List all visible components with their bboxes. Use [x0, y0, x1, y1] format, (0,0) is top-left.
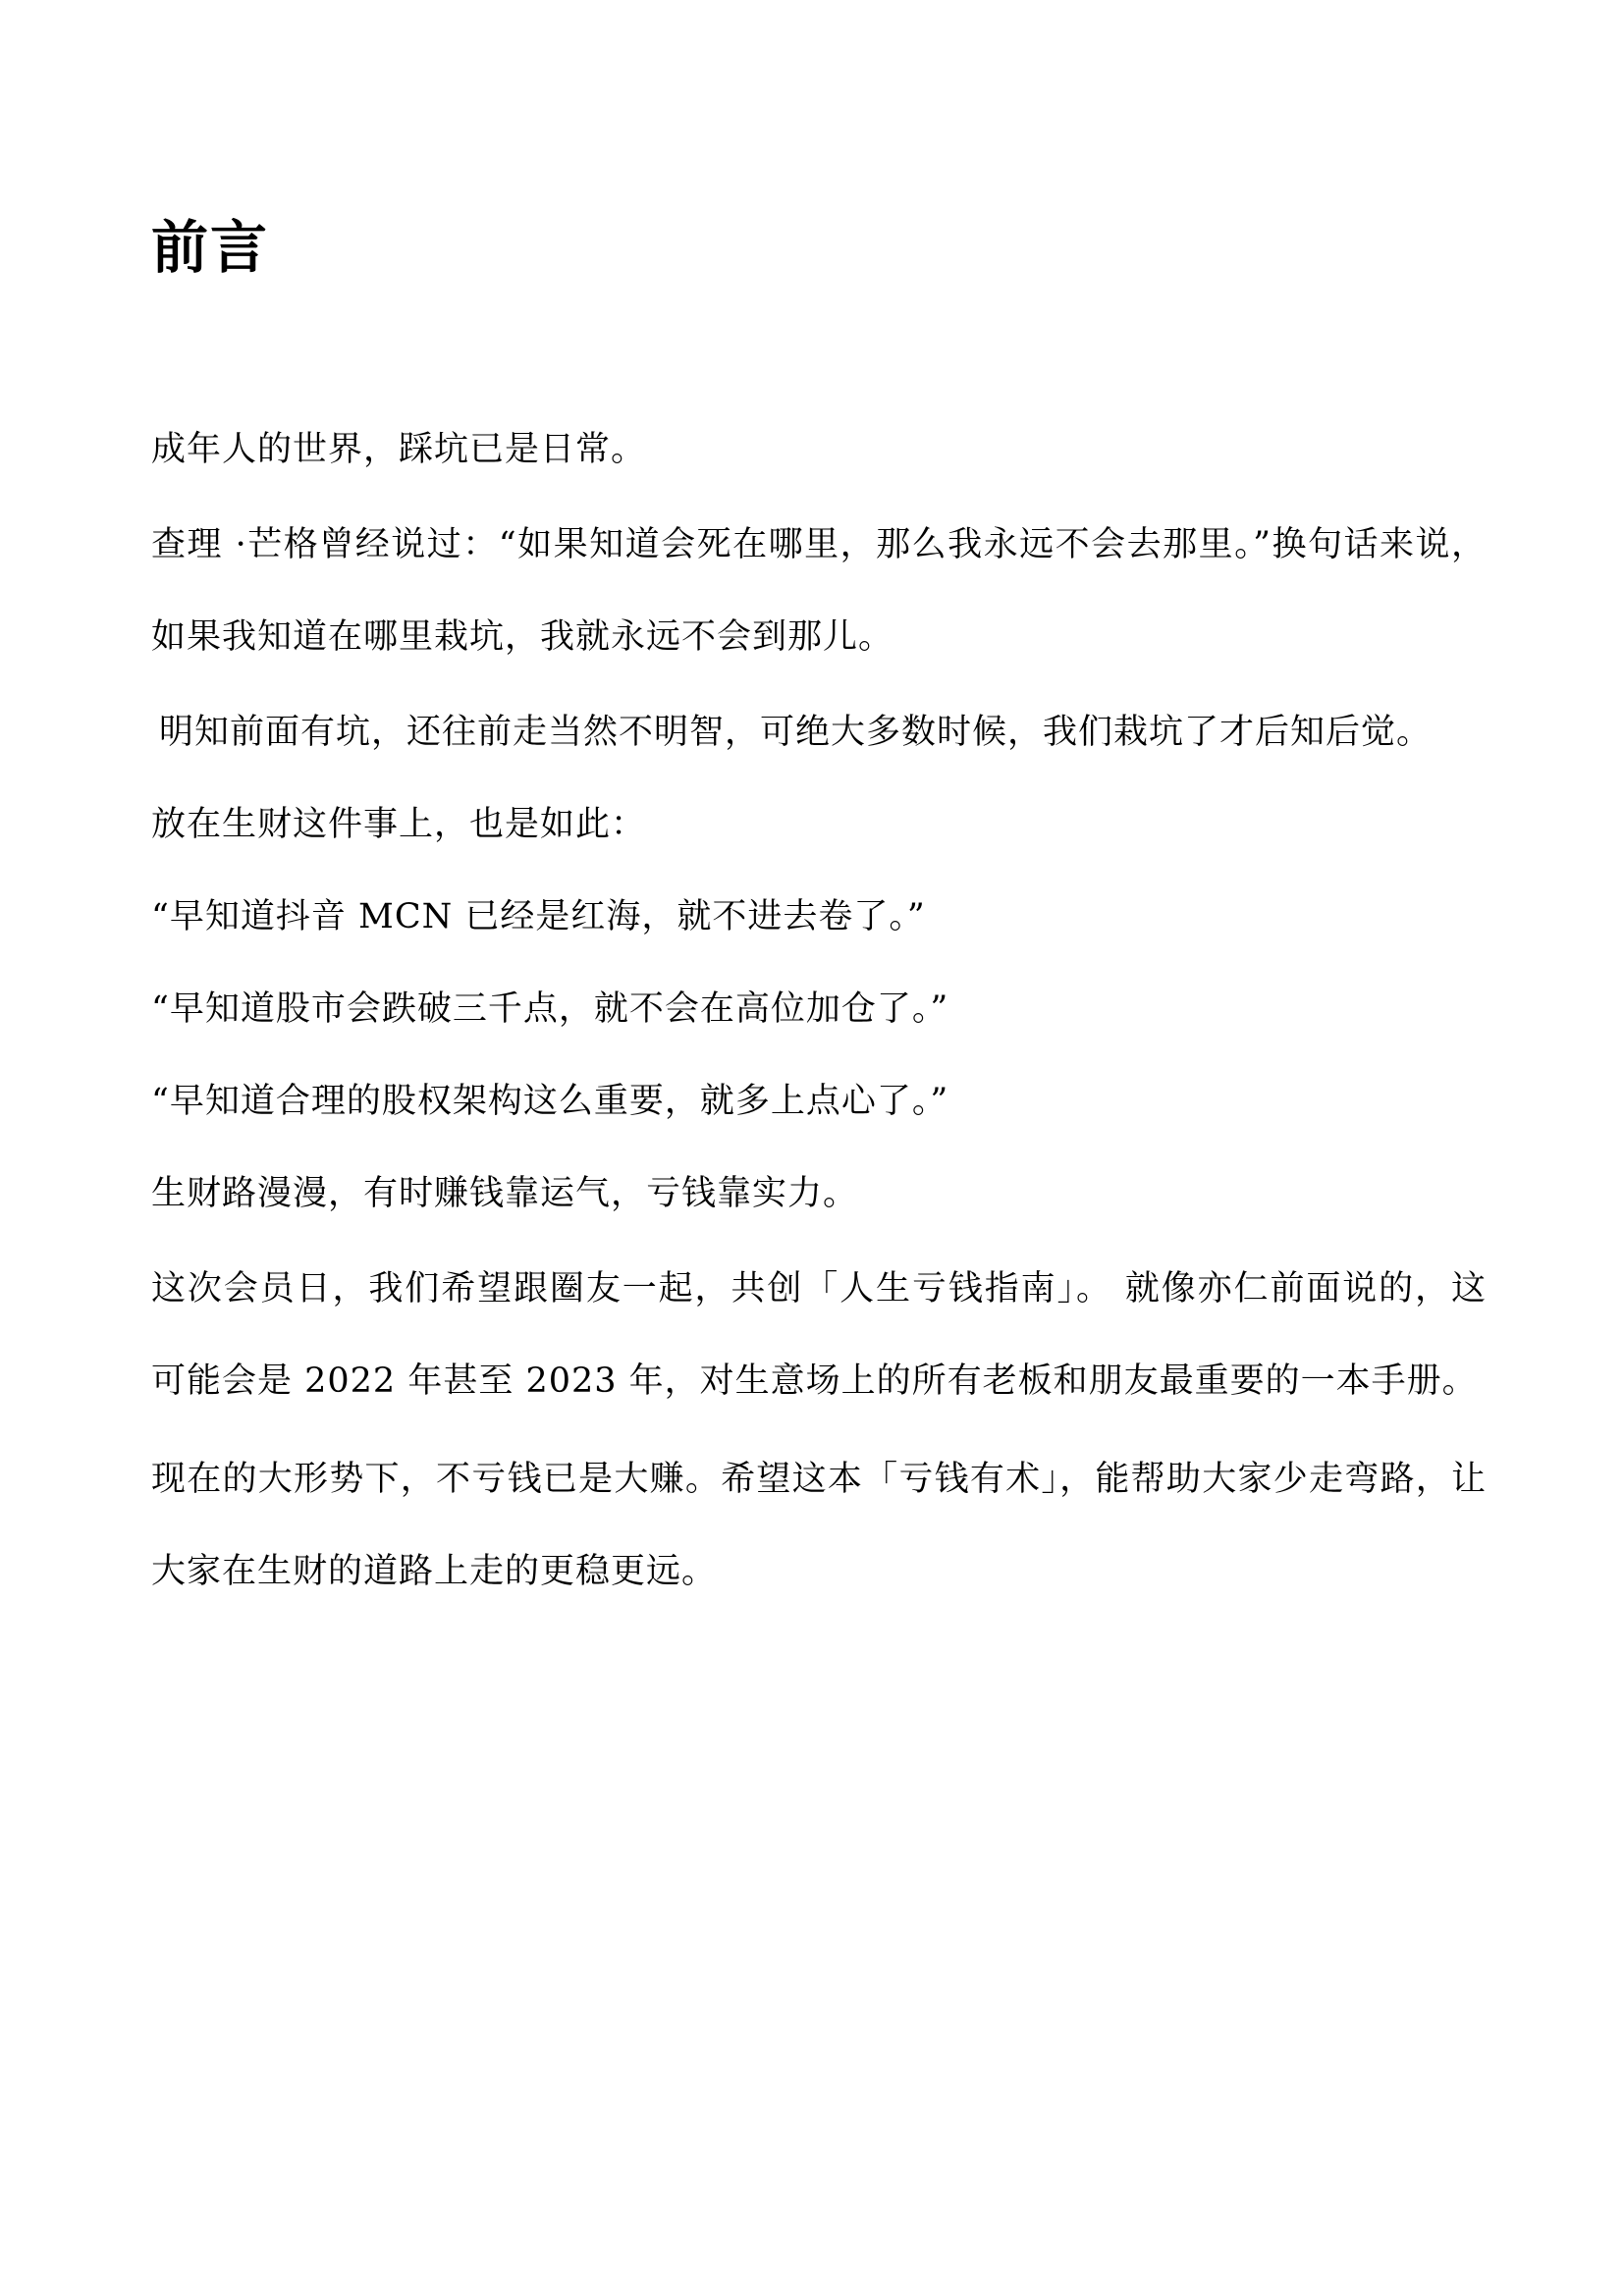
page-title: 前言 [151, 214, 270, 281]
document-body [151, 422, 1487, 1639]
paragraph-1: 成年人的世界，踩坑已是日常。 [151, 430, 647, 469]
quote-2: “早知道股市会跌破三千点，就不会在高位加仓了。” [151, 989, 949, 1029]
paragraph-7: 现在的大形势下，不亏钱已是大赚。希望这本「亏钱有术」，能帮助大家少走弯路，让大家在生财的道路上走的更稳更远。 [151, 1460, 1487, 1591]
quote-3: “早知道合理的股权架构这么重要，就多上点心了。” [151, 1082, 949, 1121]
paragraph-2: 查理 ·芒格曾经说过：“如果知道会死在哪里，那么我永远不会去那里。”换句话来说，如果我知道在哪里栽坑，我就永远不会到那儿。 [151, 525, 1487, 657]
paragraph-3: 明知前面有坑，还往前走当然不明智，可绝大多数时候，我们栽坑了才后知后觉。 [159, 713, 1433, 752]
paragraph-6: 这次会员日，我们希望跟圈友一起，共创「人生亏钱指南」。 就像亦仁前面说的，这可能会是 2022 年甚至 2023 年，对生意场上的所有老板和朋友最重要的一本手册。 [151, 1269, 1487, 1401]
quote-1: “早知道抖音 MCN 已经是红海，就不进去卷了。” [151, 897, 926, 936]
paragraph-5: 生财路漫漫，有时赚钱靠运气，亏钱靠实力。 [151, 1174, 859, 1213]
paragraph-4: 放在生财这件事上，也是如此： [151, 805, 647, 844]
